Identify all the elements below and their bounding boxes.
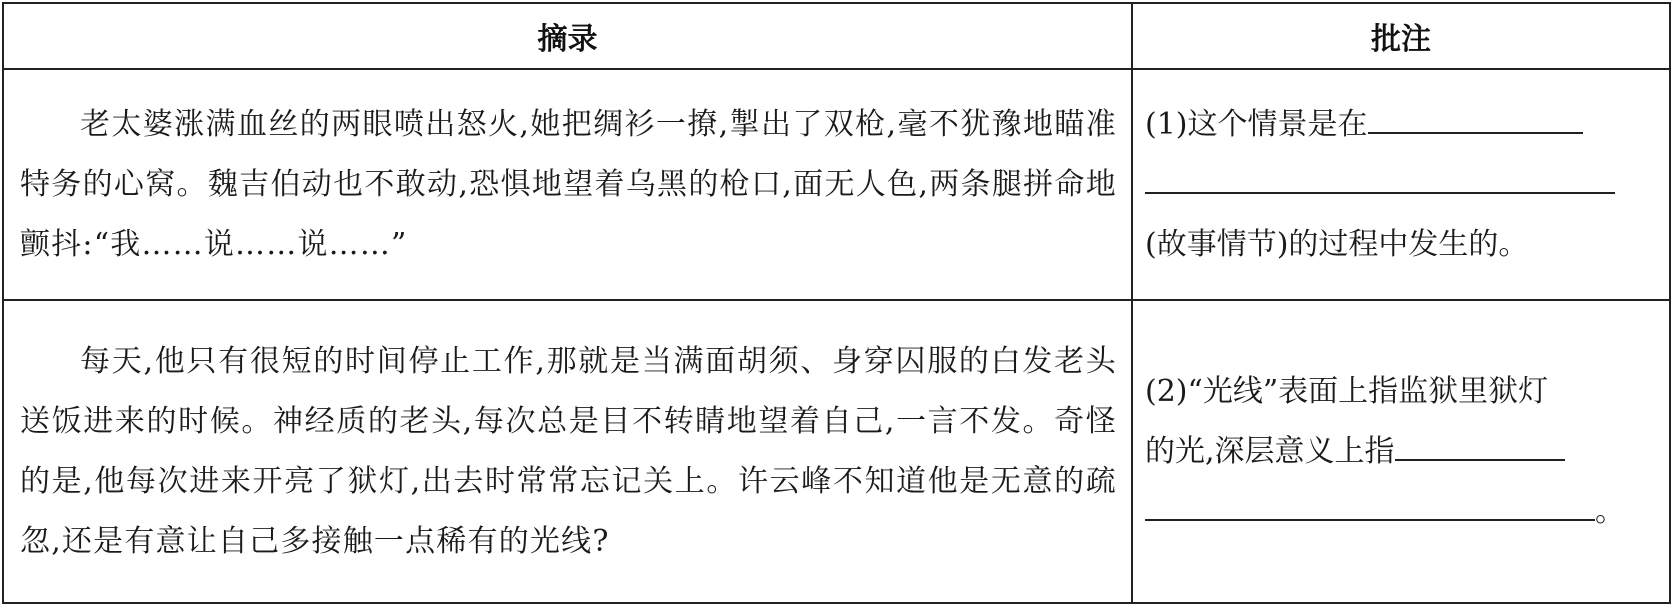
note-text — [1133, 95, 1669, 275]
table-row — [3, 69, 1670, 300]
table-header-row — [3, 3, 1670, 69]
excerpt-cell — [3, 69, 1132, 300]
answer-blank-continued[interactable] — [1145, 162, 1615, 194]
note-column-header: 批注 — [1132, 3, 1670, 69]
note-end-mark: 。 — [1595, 493, 1625, 529]
excerpt-text: 老太婆涨满血丝的两眼喷出怒火,她把绸衫一撩,掣出了双枪,毫不犹豫地瞄准特务的心窝。魏吉伯动也不敢动,恐惧地望着乌黑的枪口,面无人色,两条腿拼命地颤抖:“我……说……说……” — [20, 106, 1117, 262]
note-text — [1133, 362, 1669, 542]
note-suffix: (故事情节)的过程中发生的。 — [1145, 226, 1529, 262]
answer-blank-continued[interactable] — [1145, 489, 1595, 521]
answer-blank[interactable] — [1368, 102, 1583, 134]
note-prompt: (2)“光线”表面上指监狱里狱灯 — [1145, 373, 1549, 409]
excerpt-text: 每天,他只有很短的时间停止工作,那就是当满面胡须、身穿囚服的白发老头送饭进来的时候。神经质的老头,每次总是目不转睛地望着自己,一言不发。奇怪的是,他每次进来开亮了狱灯,出去时常常忘记关上。许云峰不知道他是无意的疏忽,还是有意让自己多接触一点稀有的光线? — [20, 343, 1117, 559]
answer-blank[interactable] — [1395, 429, 1565, 461]
annotation-table — [2, 2, 1671, 604]
note-prompt-continued: 的光,深层意义上指 — [1145, 433, 1395, 469]
note-cell — [1132, 69, 1670, 300]
note-prompt: (1)这个情景是在 — [1145, 106, 1368, 142]
table-row — [3, 300, 1670, 603]
excerpt-cell — [3, 300, 1132, 603]
note-cell — [1132, 300, 1670, 603]
excerpt-column-header: 摘录 — [3, 3, 1132, 69]
